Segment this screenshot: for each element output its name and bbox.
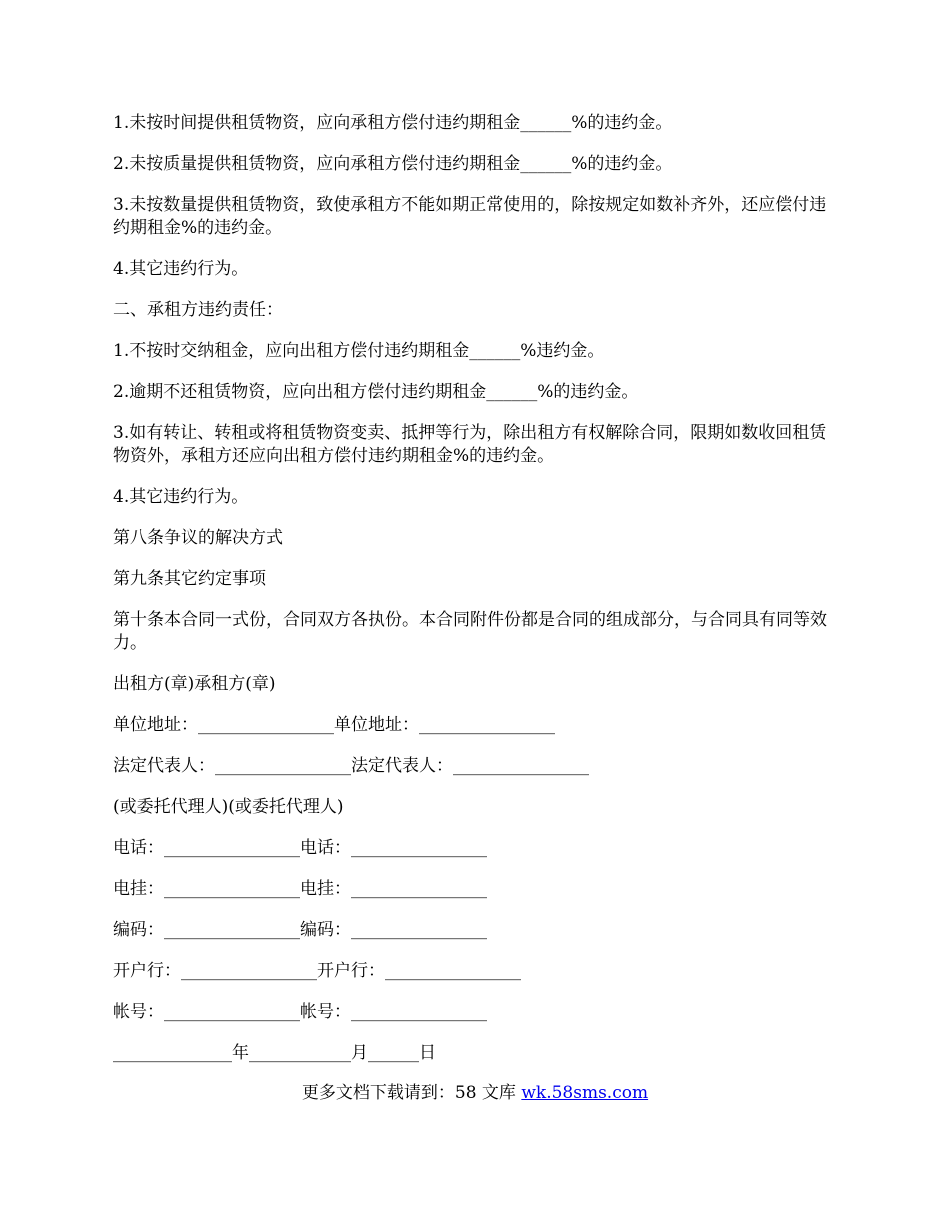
field-account: 帐号：________________帐号：________________: [113, 1002, 487, 1022]
article-8-heading: 第八条争议的解决方式: [113, 528, 283, 548]
field-bank: 开户行：________________开户行：________________: [113, 961, 521, 981]
footer-link[interactable]: wk.58sms.com: [521, 1083, 649, 1103]
field-telegraph: 电挂：________________电挂：________________: [113, 879, 487, 899]
article-9-heading: 第九条其它约定事项: [113, 569, 266, 589]
field-phone: 电话：________________电话：________________: [113, 838, 487, 858]
field-agent: (或委托代理人)(或委托代理人): [113, 797, 344, 817]
document-body: [113, 112, 839, 1083]
lessee-clause-rent: 1.不按时交纳租金，应向出租方偿付违约期租金______%违约金。: [113, 341, 605, 361]
field-date: ______________年____________月______日: [113, 1043, 436, 1063]
lessee-clause-transfer: 3.如有转让、转租或将租赁物资变卖、抵押等行为，除出租方有权解除合同，限期如数收回租赁物资外，承租方还应向出租方偿付违约期租金%的违约金。: [113, 423, 827, 466]
lessee-clause-other: 4.其它违约行为。: [113, 487, 249, 507]
footer-text: 更多文档下载请到：58 文库: [301, 1083, 522, 1103]
field-address: 单位地址：________________单位地址：________________: [113, 715, 555, 735]
field-legal-representative: 法定代表人：________________法定代表人：________________: [113, 756, 589, 776]
penalty-clause-time: 1.未按时间提供租赁物资，应向承租方偿付违约期租金______%的违约金。: [113, 113, 673, 133]
penalty-clause-quantity: 3.未按数量提供租赁物资，致使承租方不能如期正常使用的，除按规定如数补齐外，还应偿付违约期租金%的违约金。: [113, 195, 827, 238]
lessee-liability-heading: 二、承租方违约责任：: [113, 300, 283, 320]
field-postcode: 编码：________________编码：________________: [113, 920, 487, 940]
signature-parties: 出租方(章)承租方(章): [113, 674, 276, 694]
lessee-clause-overdue: 2.逾期不还租赁物资，应向出租方偿付违约期租金______%的违约金。: [113, 382, 639, 402]
footer: [0, 1082, 950, 1105]
penalty-clause-quality: 2.未按质量提供租赁物资，应向承租方偿付违约期租金______%的违约金。: [113, 154, 673, 174]
article-10-text: 第十条本合同一式份，合同双方各执份。本合同附件份都是合同的组成部分，与合同具有同等效力。: [113, 610, 827, 653]
penalty-clause-other-lessor: 4.其它违约行为。: [113, 259, 249, 279]
